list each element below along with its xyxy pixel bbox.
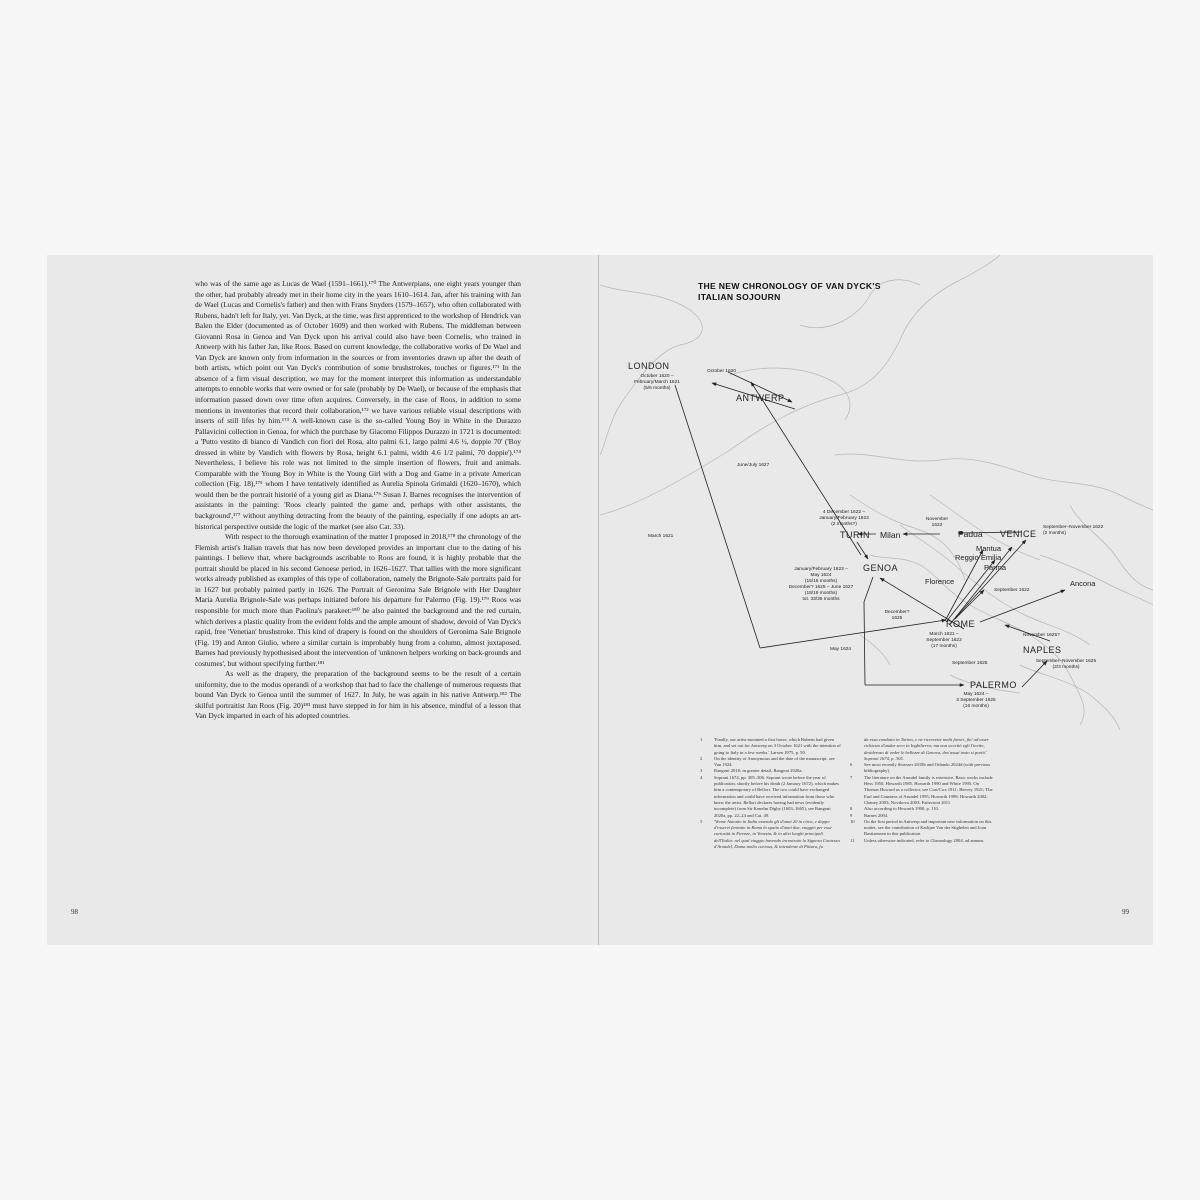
- footnote: [700, 756, 842, 769]
- date-label: (2/3 months): [1052, 665, 1080, 670]
- footnote-text: Unless otherwise indicated, refer to Chronology 2004, ad annum.: [864, 837, 985, 843]
- date-label: March 1621 –: [929, 632, 959, 637]
- date-label: 1625: [891, 616, 903, 621]
- date-label: November: [925, 517, 949, 522]
- date-label: (5/6 months): [643, 386, 671, 391]
- date-label: October 1620 –: [640, 374, 674, 379]
- page-number-right: 99: [1122, 908, 1129, 916]
- footnote-text: On the identity of Anonymous and the date of the manuscript, see Van 1924.: [714, 755, 835, 768]
- date-label: (17 months): [931, 644, 957, 649]
- date-label: June/July 1627: [737, 463, 770, 468]
- footnote-text: On the first period in Antwerp and important new information on this matter, see the contribution of Katlijne Van der Stighelen and Joan Bastiaensen in this publication.: [864, 818, 992, 837]
- footnote-text: Rangoni 2018; in greater detail, Rangoni 2020a.: [714, 768, 803, 774]
- footnote-number: 1: [700, 737, 703, 742]
- city-mantua: Mantua: [976, 544, 1002, 553]
- footnote-number: 6: [850, 762, 853, 768]
- footnote-text: The literature on the Arundel family is extensive. Basic works include Hess 1950, Howarth 1985, Howarth 1990 and White 1995. On Thomas Howard as a collector, see Cust/Cox 1911; Hervey 1921; The Earl and Countess of Arundel 1995; Howarth 1998; Howarth 2002; Chaney 2003; Novikova 2003; Fattecioni 2011.: [864, 774, 993, 805]
- itinerary-map: [600, 255, 1153, 735]
- footnote-text: Barnes 2004.: [864, 812, 889, 818]
- city-padua: Padua: [958, 529, 983, 539]
- date-label: September–November 1625: [1035, 659, 1097, 664]
- date-label: December? 1625 – June 1627: [788, 585, 854, 590]
- city-ancona: Ancona: [1070, 579, 1096, 588]
- date-label: (2 months?): [831, 522, 857, 527]
- date-label: tot. 33/35 months: [802, 597, 840, 602]
- footnote: [850, 838, 994, 844]
- city-antwerp: ANTWERP: [736, 393, 785, 403]
- footnote-number: 4: [700, 774, 703, 780]
- date-label: (15/16 months): [804, 579, 838, 584]
- city-florence: Florence: [925, 577, 955, 586]
- footnote-number: 10: [850, 818, 855, 824]
- date-label: October 1620: [707, 369, 737, 374]
- footnote-number: 11: [850, 837, 855, 843]
- date-label: September 1625: [952, 661, 988, 666]
- route-london-rome-2: [760, 620, 946, 648]
- city-labels: [628, 361, 1096, 690]
- footnote-number: 9: [850, 812, 853, 818]
- date-label: (16 months): [963, 704, 989, 709]
- city-naples: NAPLES: [1023, 645, 1062, 655]
- footnotes-column-2: [850, 737, 994, 844]
- footnote-number: 2: [700, 755, 703, 761]
- city-turin: TURIN: [840, 530, 870, 540]
- footnote: [700, 737, 842, 756]
- footnote-text: See most recently Stoesser 2018b and Orlando 2024d (with previous bibliography).: [864, 762, 991, 774]
- city-genoa: GENOA: [863, 563, 899, 573]
- left-page: [47, 255, 599, 945]
- date-label: (18/19 months): [804, 591, 838, 596]
- footnote-number: 8: [850, 806, 853, 812]
- footnote-number: 5: [700, 818, 703, 824]
- city-parma: Parma: [984, 563, 1007, 572]
- footnotes-column-1: [700, 737, 842, 850]
- date-label: May 1624: [810, 573, 832, 578]
- footnote: [700, 775, 842, 819]
- route-turin-genoa: [857, 542, 868, 559]
- page-number-left: 98: [71, 908, 78, 916]
- right-page: [600, 255, 1153, 945]
- date-label: (2 months): [1043, 531, 1066, 536]
- date-label: May 1624: [830, 647, 852, 652]
- date-label: September 1622: [994, 588, 1030, 593]
- date-label: November 1625?: [1023, 633, 1060, 638]
- footnote: [850, 737, 994, 762]
- paragraph: With respect to the thorough examination of the matter I proposed in 2018,¹⁷⁸ the chronology of the Flemish artist's Italian travels that has now been developed provides an important clue to the dating of his paintings. I believe that, where backgrounds ascribable to Roos are found, it is highly probable that the portrait should be placed in his second Genoese period, in 1626–1627. That tallies with the more significant works already published as examples of this type of collaboration, namely the Brignole-Sale portraits paid for in 1627 but probably painted partly in 1626. The Portrait of Geronima Sale Brignole with Her Daughter Maria Aurelia Brignole-Sale was perhaps initiated before his departure for Palermo (Fig. 19).¹⁷⁹ Roos was responsible for much more than Paolina's parakeet:¹⁸⁰ he also painted the background and the red curtain, which derives a plastic quality from the evident folds and the ample amount of shadow, devoid of Van Dyck's rapid, free 'Venetian' brushstroke. This kind of drapery is found on the shoulders of Geronima Sale Brignole (Fig. 19) and Anton Giulio, where a similar curtain is improbably hung from a column, almost juxtaposed. Barnes had previously hypothesised about the intervention of 'unknown helpers working on back-grounds and costumes', but without specifying further.¹⁸¹: [195, 532, 521, 668]
- gutter-divider: [598, 255, 599, 945]
- footnote-text: 'Venne Antonio in Italia essendo gli d'anni 20 in circa, e doppo d'esservi fermato in Roma lo spatio d'anni due, viaggiò per esse curiosità in Firenze, in Venezia, & in altri luoghi principali dell'Italia: nel qual viaggio havendo incontrato la Signora Contessa d'Arondel, Dama molto curiosa, & intendente di Pittura, fu: [714, 818, 840, 850]
- city-milan: Milan: [880, 530, 901, 540]
- paragraph: who was of the same age as Lucas de Wael (1591–1661).¹⁷⁰ The Antwerpians, one eight years younger than the other, had probably already met in their home city in the years 1610–1614. Jan, after his training with Jan de Wael (Lucas and Cornelis's father) and then with Frans Snyders (1579–1657), who often collaborated with Rubens, hadn't left for Italy, yet. Van Dyck, at the time, was first apprenticed to the workshop of Hendrick van Balen the Elder (documented as of October 1609) and then worked with Rubens. The middleman between Giovanni Rosa in Genoa and Van Dyck upon his arrival could also have been Cornelis, who trained in Antwerp with his father Jan, like Roos. Based on current knowledge, the collaborative works of De Wael and Van Dyck are known only from information in the sources or from inventories drawn up after the death of both artists, which point out Van Dyck's contribution of some brushstrokes, touches or figures.¹⁷¹ In the absence of a firm visual description, we may for the moment interpret this information as understandable attempts to ennoble works that were owned or for sale (probably by De Wael), or because of the emphasis that information passed down over time often acquires. Conversely, in the case of Roos, in addition to some mentions in inventories that record their collaboration,¹⁷² we have various reliable visual descriptions with inserts of still lifes by him.¹⁷³ A well-known case is the so-called Young Boy in White in the Durazzo Pallavicini collection in Genoa, for which the purchase by Giacomo Filippos Durazzo in 1721 is documented: a 'Putto vestito di bianco di Vandich con fiori del Rosa, alto palmi 6.1, largo palmi 4.6 ½, doppie 70' ('Boy dressed in white by Vandich with flowers by Rosa, height 6.1 palmi, width 4.6 1/2 palmi, 70 doppie').¹⁷⁴ Nevertheless, I believe his role was not limited to the simple insertion of flowers, fruit and animals. Comparable with the Young Boy in White is the Young Girl with a Dog and Game in a private American collection (Fig. 18),¹⁷⁵ whom I have tentatively identified as Aurelia Spinola Grimaldi (1620–1670), which would then be the portrait historié of a young girl as Diana.¹⁷⁶ Susan J. Barnes recognises the intervention of assistants in the painting: 'Roos clearly painted the game and, perhaps with other assistants, the background',¹⁷⁷ without anything detracting from the beauty of the painting, especially if one adopts an art-historical perspective outside the logic of the market (see also Cat. 33).: [195, 279, 521, 531]
- footnote-text: da essa condotto in Torino, e ne ricevvette molti favori, fin' ad esser richiesto d'andar seco in Inghilterra; ma non accettò egli l'invito, desideroso di veder le bellezze di Genova, dov'assai tosto si portò.' Soprani 1674, p. 305.: [864, 737, 989, 761]
- date-label: January/February 1623 –: [794, 567, 848, 572]
- date-label: September 1622: [926, 638, 962, 643]
- footnote: [850, 819, 994, 838]
- body-text: [195, 279, 521, 722]
- footnote-number: 3: [700, 768, 703, 774]
- date-label: March 1621: [648, 534, 674, 539]
- footnote-text: 'Finally, our artist mounted a first horse, which Rubens had given him, and set out for Antwerp on 3 October 1621 with the intention of going to Italy in a few weeks.' Larsen 1975, p. 50.: [714, 737, 841, 755]
- route-rome-ancona: [980, 590, 1065, 622]
- date-label: February/March 1621: [634, 380, 680, 385]
- date-label: December?: [884, 610, 910, 615]
- route-london-rome-1: [675, 385, 760, 648]
- book-spread: [47, 255, 1153, 945]
- date-label: September–November 1622: [1043, 525, 1104, 530]
- date-label: January/February 1623: [819, 516, 869, 521]
- date-label: 4 December 1622 –: [822, 510, 866, 515]
- paragraph: As well as the drapery, the preparation of the background seems to be the result of a certain uniformity, due to the modus operandi of a workshop that had to face the challenge of numerous requests that bound Van Dyck to Genoa until the summer of 1627. In July, he was again in his native Antwerp.¹⁸² The skilful portraitist Jan Roos (Fig. 20)¹⁸³ must have stepped in for him in his absence, mindful of a lesson that Van Dyck imparted in each of his adopted countries.: [195, 669, 521, 721]
- map-title-line-1: THE NEW CHRONOLOGY OF VAN DYCK'S: [698, 281, 881, 291]
- date-label: May 1624 –: [963, 692, 989, 697]
- footnote-text: Soprani 1674, pp. 305–306. Soprani wrote before the year of publication, shortly before his death (2 January 1672), which makes him a contemporary of Bellori. The two could have exchanged information and could have received information from those who knew the artist. Bellori declares having had news (evidently incomplete) from Sir Kenelm Digby (1603–1665), see Rangoni 2020a, pp. 22–24 and Cat. 49.: [714, 774, 839, 818]
- footnote-number: 7: [850, 774, 853, 780]
- city-reggio-emilia: Reggio Emilia: [955, 553, 1002, 562]
- city-palermo: PALERMO: [970, 680, 1017, 690]
- footnote-text: Also according to Howarth 1990, p. 110.: [864, 806, 939, 812]
- footnote: [700, 819, 842, 850]
- route-genoa-palermo-1: [864, 577, 873, 602]
- date-label: 3 September 1625: [956, 698, 996, 703]
- footnote: [850, 762, 994, 775]
- footnote: [850, 775, 994, 806]
- route-genoa-palermo-2: [864, 602, 865, 685]
- city-venice: VENICE: [1000, 529, 1037, 539]
- date-label: 1622: [931, 523, 943, 528]
- city-london: LONDON: [628, 361, 670, 371]
- city-rome: ROME: [946, 619, 975, 629]
- map-title-line-2: ITALIAN SOJOURN: [698, 291, 781, 302]
